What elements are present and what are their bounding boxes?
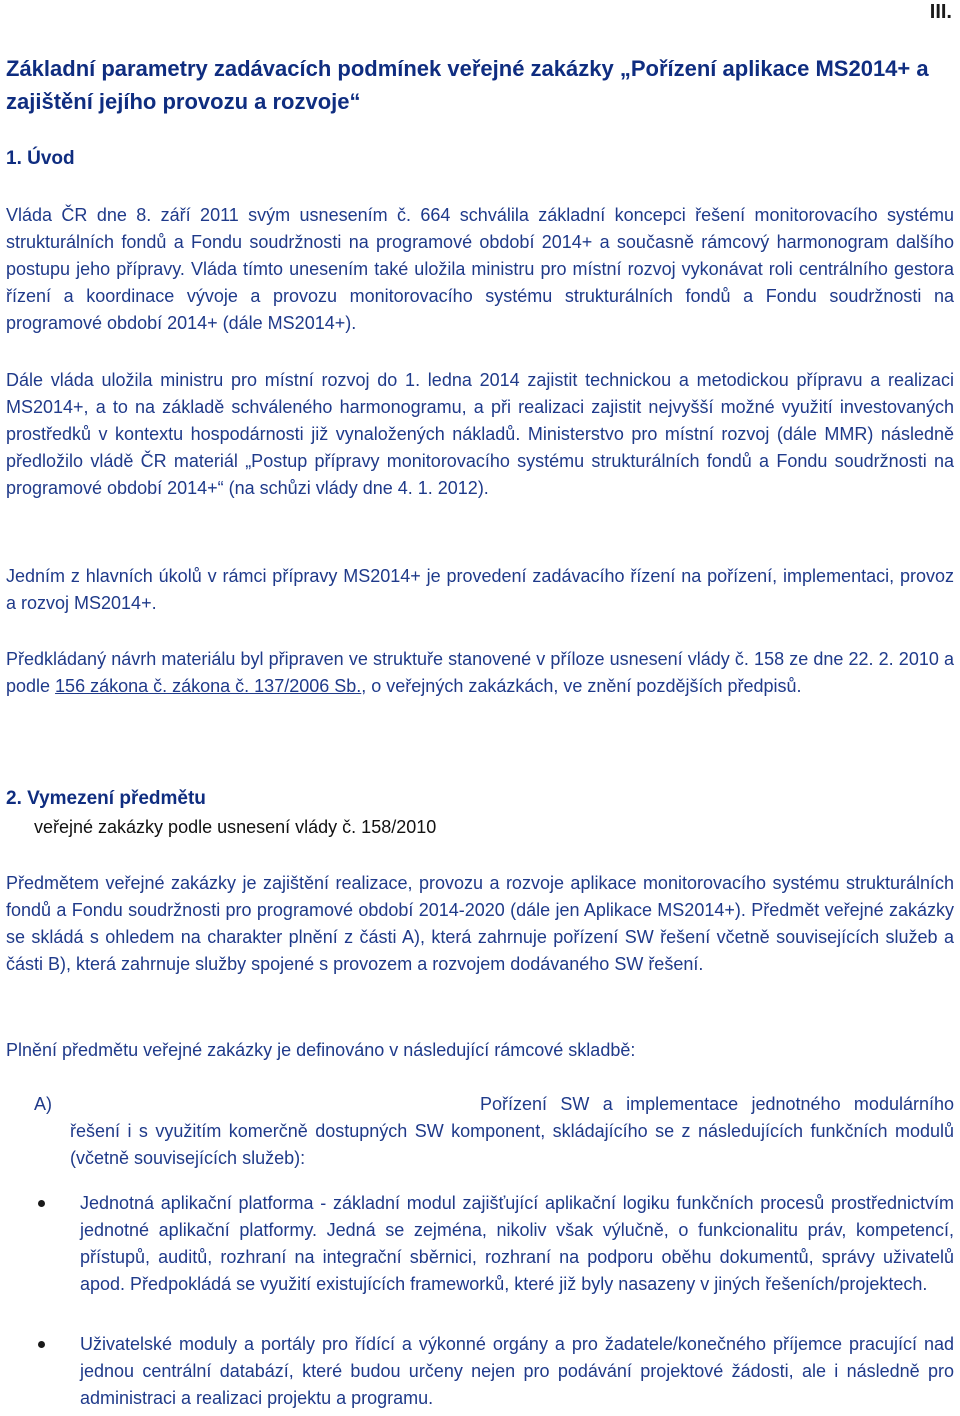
law-reference-link[interactable]: 156 zákona č. zákona č. 137/2006 Sb. xyxy=(55,676,362,696)
bullet-item-1: Jednotná aplikační platforma - základní modul zajišťující aplikační logiku funkčních procesů prostřednictvím jednotné aplikační platformy. Jedná se zejména, nikoliv však výlučně, o funkcionalitu práv, kompetencí, přístupů, auditů, rozhraní na integrační sběrnici, rozhraní na podporu oběhu dokumentů, správy uživatelů apod. Předpokládá se využití existujících frameworků, které již byly nasazeny v jiných řešeních/projektech. xyxy=(80,1193,954,1294)
section-2-heading: 2. Vymezení předmětu xyxy=(6,788,206,809)
section-2-subheading: veřejné zakázky podle usnesení vlády č. 158/2010 xyxy=(34,817,437,837)
bullet-item-2: Uživatelské moduly a portály pro řídící a výkonné orgány a pro žadatele/konečného příjemce pracující nad jednou centrální databází, které budou určeny nejen pro podávání projektové žádosti, ale i následně pro administraci a realizaci projektu a programu. xyxy=(80,1334,954,1408)
section-1-paragraph-4 xyxy=(6,646,954,700)
paragraph-4-text-a: Předkládaný návrh materiálu byl připraven ve struktuře stanovené v příloze usnesení vlády č. 158 ze dne 22. 2. 2010 a podle xyxy=(6,649,954,696)
section-1-heading: 1. Úvod xyxy=(6,148,75,169)
section-2-paragraph-1: Předmětem veřejné zakázky je zajištění realizace, provozu a rozvoje aplikace monitorovacího systému strukturálních fondů a Fondu soudržnosti pro programové období 2014-2020 (dále jen Aplikace MS2014+). Předmět veřejné zakázky se skládá s ohledem na charakter plnění z části A), která zahrnuje pořízení SW řešení včetně souvisejících služeb a části B), která zahrnuje služby spojené s provozem a rozvojem dodávaného SW řešení. xyxy=(6,873,954,974)
item-a-label: A) xyxy=(34,1094,52,1114)
section-1-paragraph-2: Dále vláda uložila ministru pro místní rozvoj do 1. ledna 2014 zajistit technickou a metodickou přípravu a realizaci MS2014+, a to na základě schváleného harmonogramu, a při realizaci zajistit nejvyšší možné využití investovaných prostředků v kontextu hospodárnosti již vynaložených nákladů. Ministerstvo pro místní rozvoj (dále MMR) následně předložilo vládě ČR materiál „Postup přípravy monitorovacího systému strukturálních fondů a Fondu soudržnosti na programové období 2014+“ (na schůzi vlády dne 4. 1. 2012). xyxy=(6,370,954,498)
item-a-text: Pořízení SW a implementace jednotného modulárního řešení i s využitím komerčně dostupných SW komponent, skládajícího se z následujících funkčních modulů (včetně souvisejících služeb): xyxy=(70,1094,954,1168)
paragraph-4-text-b: , o veřejných zakázkách, ve znění pozdějších předpisů. xyxy=(361,676,802,696)
section-1-paragraph-3: Jedním z hlavních úkolů v rámci přípravy MS2014+ je provedení zadávacího řízení na pořízení, implementaci, provoz a rozvoj MS2014+. xyxy=(6,566,954,613)
document-title: Základní parametry zadávacích podmínek veřejné zakázky „Pořízení aplikace MS2014+ a zajištění jejího provozu a rozvoje“ xyxy=(6,56,929,114)
section-2-paragraph-2: Plnění předmětu veřejné zakázky je definováno v následující rámcové skladbě: xyxy=(6,1040,636,1060)
section-1-paragraph-1: Vláda ČR dne 8. září 2011 svým usnesením č. 664 schválila základní koncepci řešení monitorovacího systému strukturálních fondů a Fondu soudržnosti na programové období 2014+ a současně rámcový harmonogram dalšího postupu jeho přípravy. Vláda tímto unesením také uložila ministru pro místní rozvoj vykonávat roli centrálního gestora řízení a koordinace vývoje a provozu monitorovacího systému strukturálních fondů a Fondu soudržnosti na programové období 2014+ (dále MS2014+). xyxy=(6,205,954,333)
page-number: III. xyxy=(929,1,952,23)
bullet-icon xyxy=(38,1341,45,1348)
bullet-icon xyxy=(38,1200,45,1207)
